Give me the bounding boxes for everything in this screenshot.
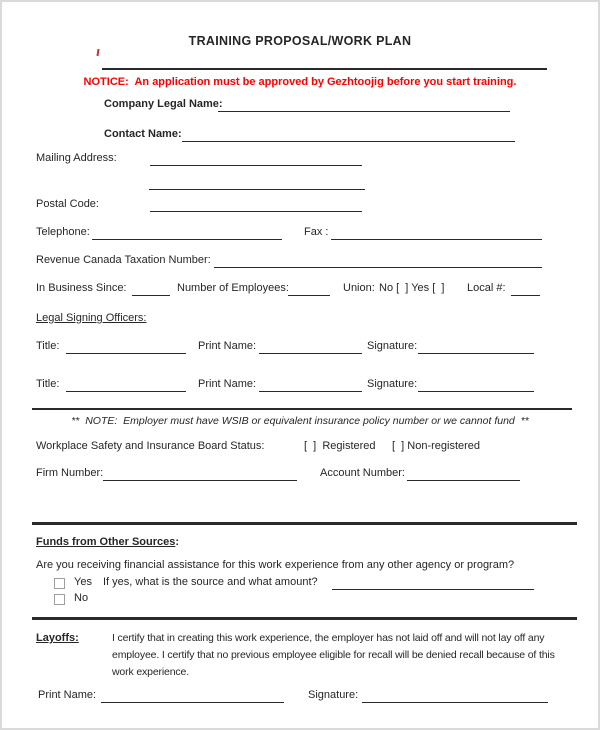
mailing-address-line-2[interactable] xyxy=(149,176,365,190)
funds-heading xyxy=(36,536,179,549)
revenue-taxation-label: Revenue Canada Taxation Number: xyxy=(36,254,211,266)
officer2-print-name-label: Print Name: xyxy=(198,378,257,390)
postal-code-line[interactable] xyxy=(150,198,362,212)
wsib-note: ** NOTE: Employer must have WSIB or equivalent insurance policy number or we cannot fund ** xyxy=(71,415,529,427)
revenue-taxation-line[interactable] xyxy=(214,254,542,268)
officer1-signature-line[interactable] xyxy=(418,340,534,354)
officer1-print-name-label: Print Name: xyxy=(198,340,257,352)
title-divider xyxy=(102,68,547,70)
union-local-line[interactable] xyxy=(511,282,540,296)
union-label: Union: xyxy=(343,282,375,294)
section-divider-wsib xyxy=(32,408,572,410)
layoffs-print-name-line[interactable] xyxy=(101,689,284,703)
funds-question: Are you receiving financial assistance for this work experience from any other agency or program? xyxy=(36,559,515,571)
funds-heading-colon: : xyxy=(175,536,180,548)
funds-heading-text: Funds from Other Sources xyxy=(36,536,176,548)
funds-yes-label: Yes xyxy=(74,576,92,588)
wsib-registered-option[interactable]: [ ] Registered xyxy=(304,440,376,452)
union-checkboxes[interactable]: No [ ] Yes [ ] xyxy=(379,282,445,294)
company-legal-name-label: Company Legal Name: xyxy=(104,98,223,110)
telephone-label: Telephone: xyxy=(36,226,90,238)
page-title: TRAINING PROPOSAL/WORK PLAN xyxy=(188,34,412,48)
section-divider-layoffs xyxy=(32,617,577,620)
employees-label: Number of Employees: xyxy=(177,282,289,294)
layoffs-signature-line[interactable] xyxy=(362,689,548,703)
section-divider-funds xyxy=(32,522,577,525)
layoffs-certification-text: I certify that in creating this work experience, the employer has not laid off and will not lay off any employee. I certify that no previous employee eligible for recall will be denied recall because of this work experience. xyxy=(112,632,555,678)
layoffs-signature-label: Signature: xyxy=(308,689,359,701)
officer1-signature-label: Signature: xyxy=(367,340,418,352)
officer1-title-label: Title: xyxy=(36,340,60,352)
postal-code-label: Postal Code: xyxy=(36,198,99,210)
notice-text: NOTICE: An application must be approved by Gezhtoojig before you start training. xyxy=(83,76,517,88)
officer2-title-label: Title: xyxy=(36,378,60,390)
contact-name-label: Contact Name: xyxy=(104,128,182,140)
telephone-line[interactable] xyxy=(92,226,282,240)
layoffs-heading: Layoffs: xyxy=(36,632,79,644)
union-local-label: Local #: xyxy=(467,282,506,294)
in-business-since-line[interactable] xyxy=(132,282,170,296)
funds-source-amount-line[interactable] xyxy=(332,576,534,590)
account-number-line[interactable] xyxy=(407,467,520,481)
contact-name-line[interactable] xyxy=(182,128,515,142)
funds-no-label: No xyxy=(74,592,89,604)
officer2-print-name-line[interactable] xyxy=(259,378,362,392)
officer2-signature-line[interactable] xyxy=(418,378,534,392)
funds-no-checkbox[interactable] xyxy=(54,594,65,605)
company-legal-name-line[interactable] xyxy=(218,98,510,112)
fax-line[interactable] xyxy=(331,226,542,240)
officer1-title-line[interactable] xyxy=(66,340,186,354)
firm-number-line[interactable] xyxy=(103,467,297,481)
mailing-address-label: Mailing Address: xyxy=(36,152,117,164)
funds-if-yes-label: If yes, what is the source and what amount? xyxy=(103,576,318,588)
fax-label: Fax : xyxy=(304,226,329,238)
firm-number-label: Firm Number: xyxy=(36,467,104,479)
layoffs-print-name-label: Print Name: xyxy=(38,689,97,701)
officer2-signature-label: Signature: xyxy=(367,378,418,390)
mailing-address-line-1[interactable] xyxy=(150,152,362,166)
account-number-label: Account Number: xyxy=(320,467,405,479)
wsib-non-registered-option[interactable]: [ ] Non-registered xyxy=(392,440,481,452)
legal-signing-officers-heading: Legal Signing Officers: xyxy=(36,312,147,324)
in-business-since-label: In Business Since: xyxy=(36,282,127,294)
officer1-print-name-line[interactable] xyxy=(259,340,362,354)
funds-yes-checkbox[interactable] xyxy=(54,578,65,589)
officer2-title-line[interactable] xyxy=(66,378,186,392)
wsib-status-label: Workplace Safety and Insurance Board Status: xyxy=(36,440,265,452)
employees-line[interactable] xyxy=(288,282,330,296)
red-tick-mark xyxy=(97,49,100,56)
